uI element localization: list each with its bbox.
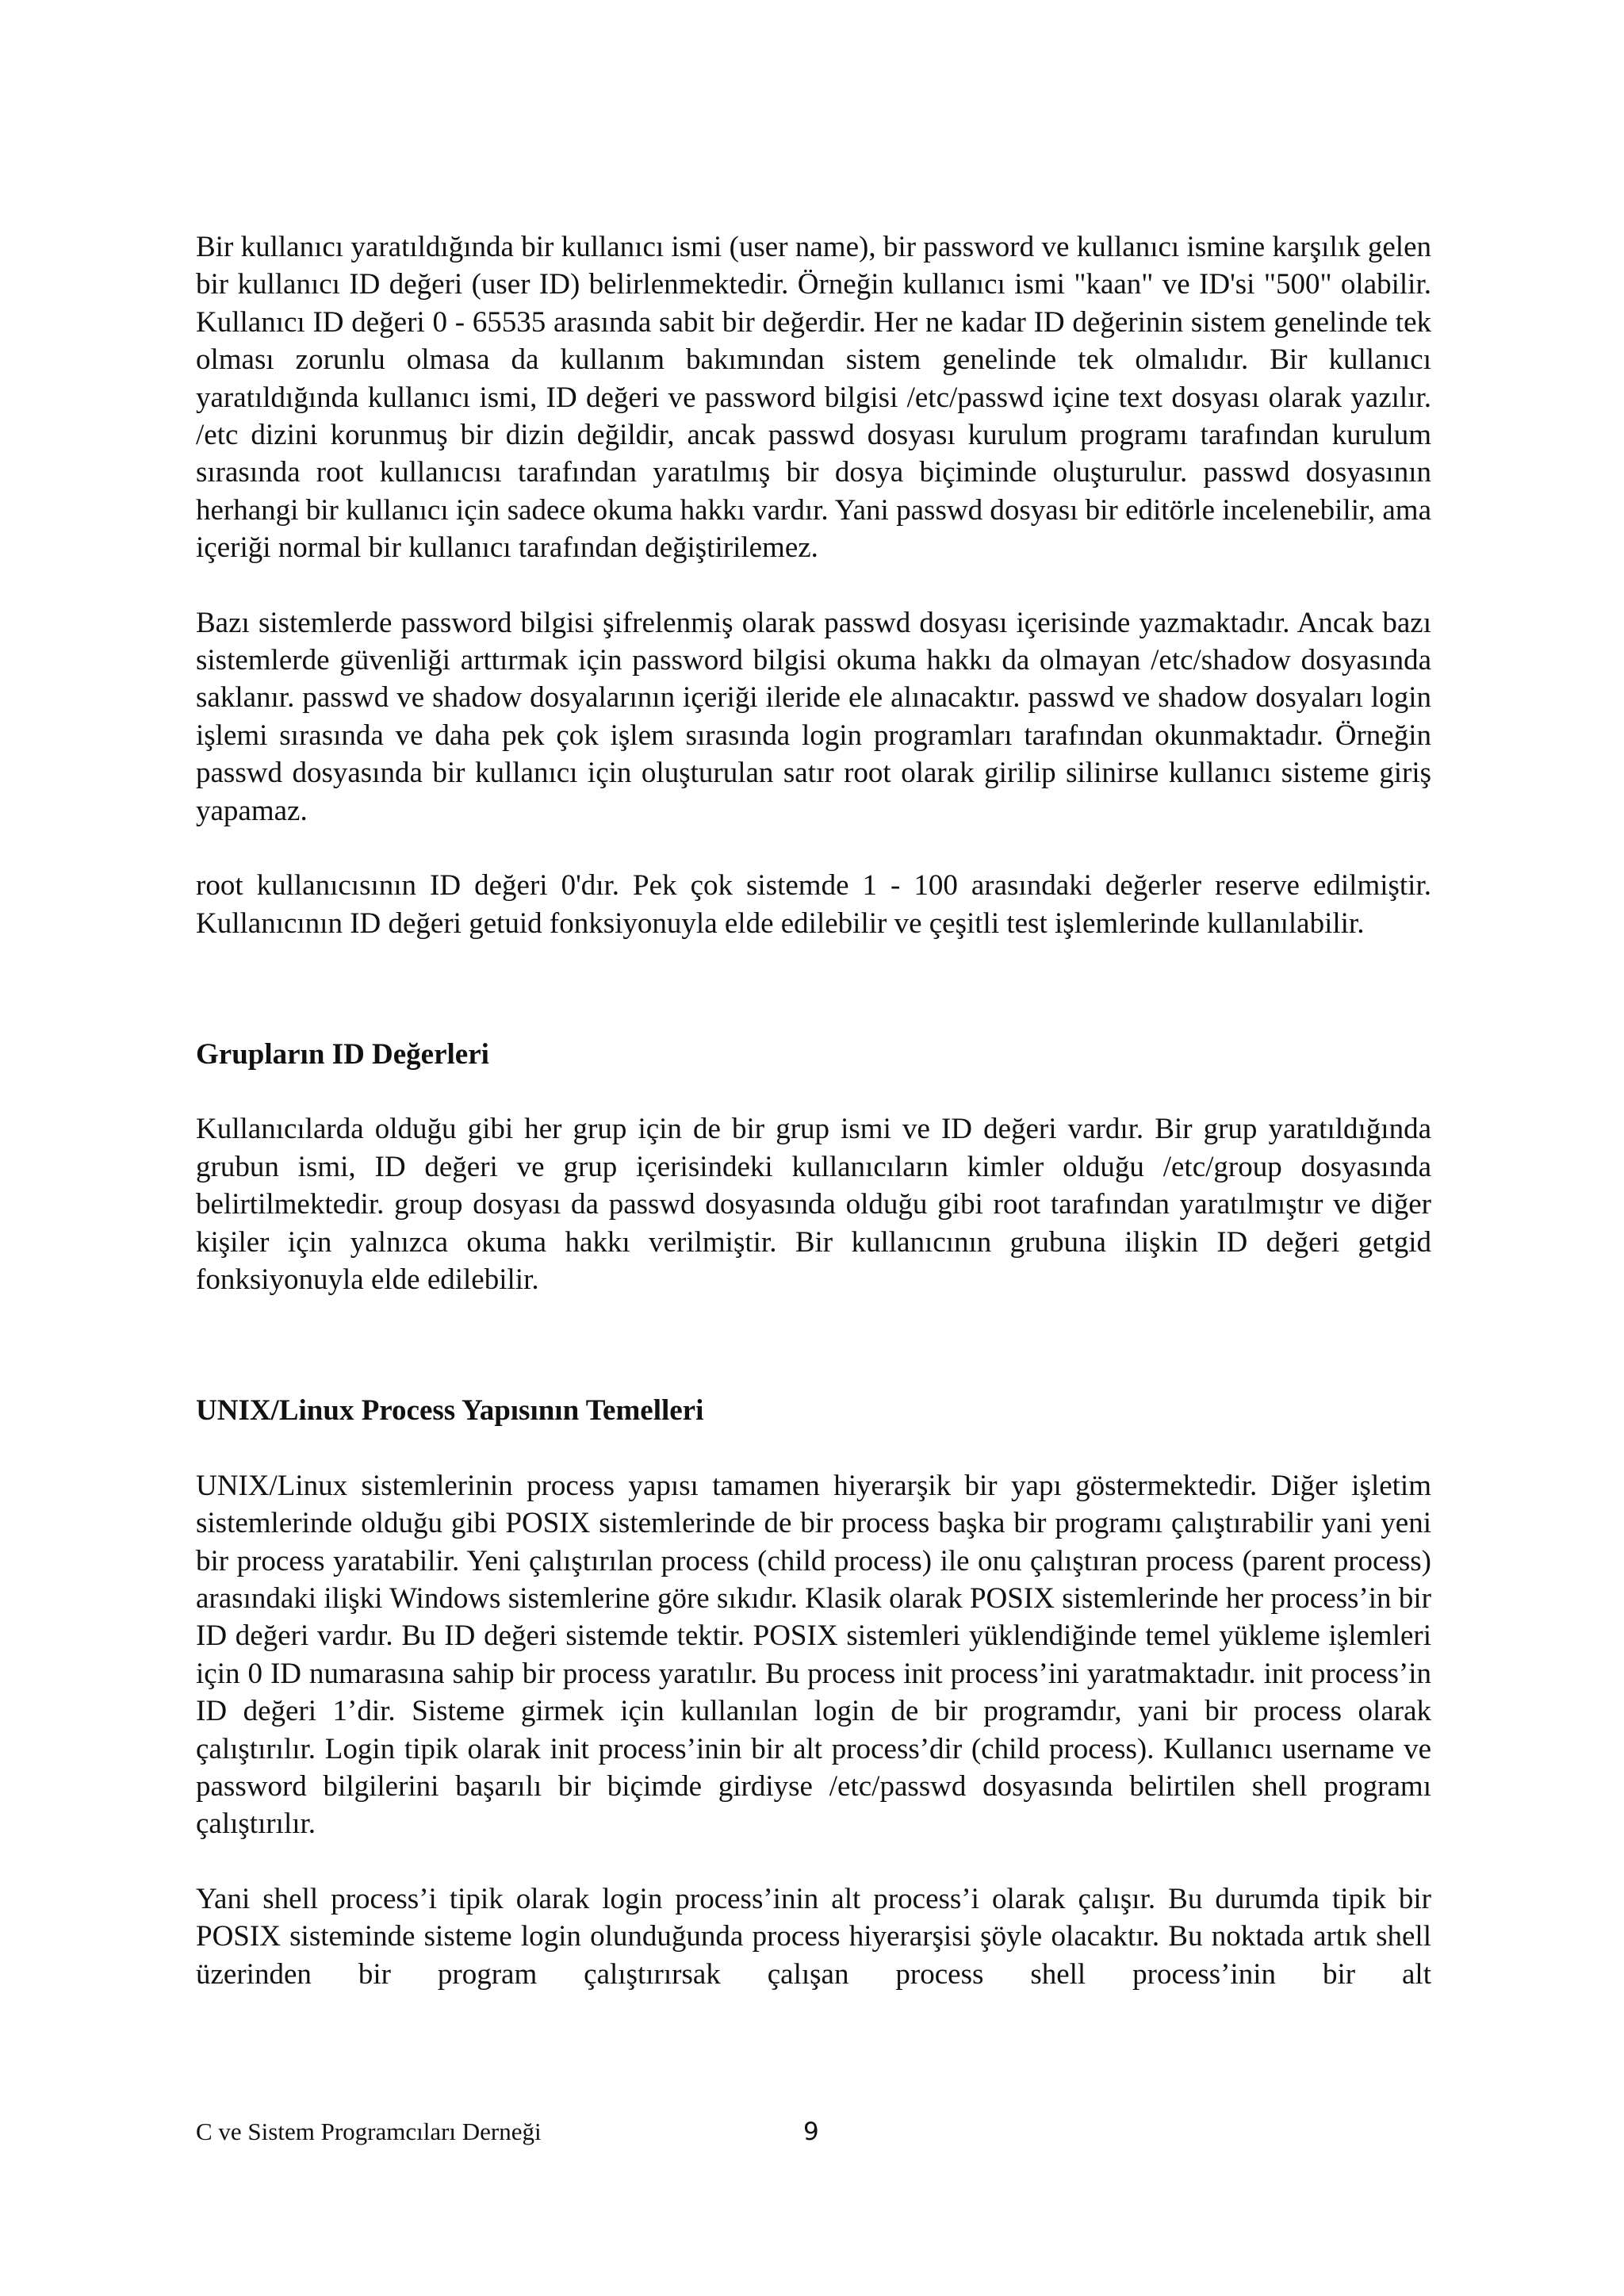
paragraph-process-hierarchy: UNIX/Linux sistemlerinin process yapısı tamamen hiyerarşik bir yapı göstermektedir. Diğer işletim sistemlerinde olduğu gibi POSIX sistemlerinde de bir process başka bir programı çalıştırabilir yani yeni bir process yaratabilir. Yeni çalıştırılan process (child process) ile onu çalıştıran process (parent process) arasındaki ilişki Windows sistemlerine göre sıkıdır. Klasik olarak POSIX sistemlerinde her process’in bir ID değeri vardır. Bu ID değeri sistemde tektir. POSIX sistemleri yüklendiğinde temel yükleme işlemleri için 0 ID numarasına sahip bir process yaratılır. Bu process init process’ini yaratmaktadır. init process’in ID değeri 1’dir. Sisteme girmek için kullanılan login de bir programdır, yani bir process olarak çalıştırılır. Login tipik olarak init process’inin bir alt process’dir (child process). Kullanıcı username ve password bilgilerini başarılı bir biçimde girdiyse /etc/passwd dosyasında belirtilen shell programı çalıştırılır. <box>196 1469 1431 1841</box>
section-heading-group-ids: Grupların ID Değerleri <box>196 1037 489 1071</box>
section-heading-process-structure: UNIX/Linux Process Yapısının Temelleri <box>196 1394 704 1428</box>
paragraph-shadow-file: Bazı sistemlerde password bilgisi şifrelenmiş olarak passwd dosyası içerisinde yazmaktadır. Ancak bazı sistemlerde güvenliği arttırmak için password bilgisi okuma hakkı da olmayan /etc/shadow dosyasında saklanır. passwd ve shadow dosyalarının içeriği ileride ele alınacaktır. passwd ve shadow dosyaları login işlemi sırasında ve daha pek çok işlem sırasında login programları tarafından okunmaktadır. Örneğin passwd dosyasında bir kullanıcı için oluşturulan satır root olarak girilip silinirse kullanıcı sisteme giriş yapamaz. <box>196 606 1431 827</box>
page-body <box>196 228 1431 1993</box>
footer-organization: C ve Sistem Programcıları Derneği <box>196 2118 542 2145</box>
paragraph-group-ids: Kullanıcılarda olduğu gibi her grup için de bir grup ismi ve ID değeri vardır. Bir grup yaratıldığında grubun ismi, ID değeri ve grup içerisindeki kullanıcıların kimler olduğu /etc/group dosyasında belirtilmektedir. group dosyası da passwd dosyasında olduğu gibi root tarafından yaratılmıştır ve diğer kişiler için yalnızca okuma hakkı verilmiştir. Bir kullanıcının grubuna ilişkin ID değeri getgid fonksiyonuyla elde edilebilir. <box>196 1113 1431 1296</box>
paragraph-shell-process: Yani shell process’i tipik olarak login process’inin alt process’i olarak çalışır. Bu durumda tipik bir POSIX sisteminde sisteme login olunduğunda process hiyerarşisi şöyle olacaktır. Bu noktada artık shell üzerinden bir program çalıştırırsak çalışan process shell process’inin bir alt <box>196 1882 1431 1991</box>
paragraph-user-id: Bir kullanıcı yaratıldığında bir kullanıcı ismi (user name), bir password ve kullanıcı ismine karşılık gelen bir kullanıcı ID değeri (user ID) belirlenmektedir. Örneğin kullanıcı ismi "kaan" ve ID'si "500" olabilir. Kullanıcı ID değeri 0 - 65535 arasında sabit bir değerdir. Her ne kadar ID değerinin sistem genelinde tek olması zorunlu olmasa da kullanım bakımından sistem genelinde tek olmalıdır. Bir kullanıcı yaratıldığında kullanıcı ismi, ID değeri ve password bilgisi /etc/passwd içine text dosyası olarak yazılır. /etc dizini korunmuş bir dizin değildir, ancak passwd dosyası kurulum programı tarafından kurulum sırasında root kullanıcısı tarafından yaratılmış bir dosya biçiminde oluşturulur. passwd dosyasının herhangi bir kullanıcı için sadece okuma hakkı vardır. Yani passwd dosyası bir editörle incelenebilir, ama içeriği normal bir kullanıcı tarafından değiştirilemez. <box>196 231 1431 565</box>
paragraph-root-id: root kullanıcısının ID değeri 0'dır. Pek çok sistemde 1 - 100 arasındaki değerler reserve edilmiştir. Kullanıcının ID değeri getuid fonksiyonuyla elde edilebilir ve çeşitli test işlemlerinde kullanılabilir. <box>196 869 1431 940</box>
footer-page-number: 9 <box>803 2118 819 2146</box>
